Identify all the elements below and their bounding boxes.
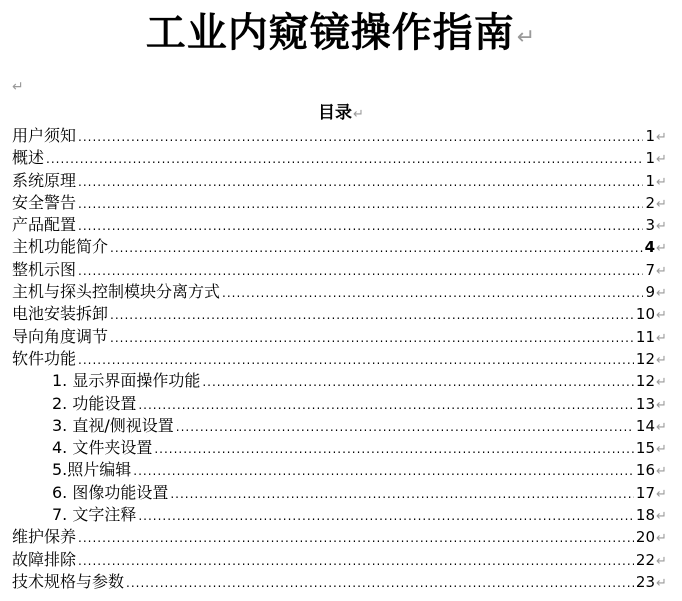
toc-entry-page: 4: [644, 238, 655, 257]
document-title: [0, 8, 682, 63]
toc-dot-leader: [78, 213, 643, 235]
paragraph-mark-icon: ↵: [656, 464, 667, 480]
paragraph-mark-icon: ↵: [656, 130, 667, 145]
toc-entry-label: 用户须知: [12, 126, 77, 145]
toc-entry-page: 20: [635, 528, 655, 547]
toc-entry-label: 安全警告: [12, 192, 77, 212]
toc-dot-leader: [78, 347, 634, 369]
toc-entry-label: 维护保养: [12, 527, 77, 547]
toc-entry-label: 整机示图: [12, 259, 77, 279]
toc-entry-label: 概述: [12, 148, 45, 168]
toc-dot-leader: [138, 392, 634, 414]
toc-entry-page: 3: [645, 216, 655, 235]
paragraph-mark-icon: ↵: [656, 352, 667, 368]
paragraph-mark-icon: ↵: [656, 509, 667, 525]
toc-entry-label: 故障排除: [12, 549, 77, 569]
toc-subentry[interactable]: [12, 481, 670, 503]
toc-entry[interactable]: [12, 302, 670, 324]
toc-dot-leader: [110, 302, 634, 324]
toc-dot-leader: [78, 548, 634, 570]
toc-entry-label: 电池安装拆卸: [12, 304, 109, 324]
toc-entry-label: 系统原理: [12, 170, 77, 190]
paragraph-mark-icon: ↵: [656, 196, 667, 212]
paragraph-mark-icon: ↵: [656, 442, 667, 458]
title-text: 工业内窥镜操作指南: [145, 10, 515, 56]
toc-dot-leader: [78, 525, 634, 547]
toc-subentry[interactable]: [12, 369, 670, 391]
toc-dot-leader: [46, 146, 643, 168]
toc-dot-leader: [202, 369, 634, 391]
paragraph-mark-icon: ↵: [656, 174, 667, 190]
toc-entry-label: 1. 显示界面操作功能: [52, 371, 201, 391]
toc-entry-label: 导向角度调节: [12, 326, 109, 346]
paragraph-mark-icon: ↵: [656, 375, 667, 391]
toc-entry-page: 12: [635, 372, 655, 391]
toc-entry-page: 10: [635, 305, 655, 324]
toc-entry-page: 15: [635, 439, 655, 458]
toc-entry-page: 7: [645, 260, 655, 279]
toc-entry-page: 22: [635, 550, 655, 569]
toc-entry[interactable]: [12, 235, 670, 257]
toc-dot-leader: [110, 235, 643, 257]
paragraph-mark-icon: ↵: [353, 107, 364, 122]
paragraph-mark-icon: ↵: [656, 219, 667, 235]
toc-dot-leader: [78, 124, 643, 146]
toc-entry-label: 技术规格与参数: [12, 571, 125, 591]
paragraph-mark-icon: ↵: [656, 486, 667, 502]
toc-entry[interactable]: [12, 570, 670, 592]
toc-entry-label: 7. 文字注释: [52, 505, 137, 525]
toc-subentry[interactable]: [12, 392, 670, 414]
toc-entry[interactable]: [12, 213, 670, 235]
paragraph-mark-icon: ↵: [656, 553, 667, 569]
toc-dot-leader: [138, 503, 634, 525]
toc-dot-leader: [170, 481, 634, 503]
toc-heading: [0, 102, 682, 126]
paragraph-mark-icon: ↵: [656, 263, 667, 279]
toc-entry[interactable]: [12, 325, 670, 347]
toc-dot-leader: [154, 436, 634, 458]
toc-entry-label: 主机与探头控制模块分离方式: [12, 282, 221, 302]
toc-entry-label: 6. 图像功能设置: [52, 482, 169, 502]
paragraph-mark-icon: ↵: [656, 419, 667, 435]
empty-paragraph-mark-icon: ↵: [12, 79, 24, 95]
paragraph-mark-icon: ↵: [656, 575, 667, 591]
toc-entry[interactable]: [12, 146, 670, 168]
paragraph-mark-icon: ↵: [516, 25, 537, 50]
toc-entry-page: 1: [645, 171, 655, 190]
paragraph-mark-icon: ↵: [656, 330, 667, 346]
toc-dot-leader: [133, 458, 634, 480]
toc-entry-page: 1: [645, 149, 655, 168]
toc-entry-label: 主机功能简介: [12, 237, 109, 257]
toc-subentry[interactable]: [12, 414, 670, 436]
toc-entry-page: 14: [635, 416, 655, 435]
toc-subentry[interactable]: [12, 436, 670, 458]
toc-subentry[interactable]: [12, 458, 670, 480]
toc-entry-page: 17: [635, 483, 655, 502]
toc-dot-leader: [78, 258, 643, 280]
toc-dot-leader: [126, 570, 634, 592]
paragraph-mark-icon: ↵: [656, 397, 667, 413]
toc-entry-label: 产品配置: [12, 215, 77, 235]
toc-dot-leader: [222, 280, 643, 302]
toc-entry-label: 软件功能: [12, 348, 77, 368]
toc-entry[interactable]: [12, 169, 670, 191]
toc-dot-leader: [78, 191, 643, 213]
toc-entry[interactable]: [12, 258, 670, 280]
toc-entry-page: 12: [635, 349, 655, 368]
toc-dot-leader: [176, 414, 634, 436]
toc-entry-label: 5.照片编辑: [52, 460, 132, 480]
paragraph-mark-icon: ↵: [656, 286, 667, 302]
toc-entry[interactable]: [12, 280, 670, 302]
toc-dot-leader: [78, 169, 643, 191]
toc-entry-page: 9: [645, 283, 655, 302]
paragraph-mark-icon: ↵: [656, 241, 667, 257]
toc-entry-page: 11: [635, 327, 655, 346]
toc-entry-page: 23: [635, 572, 655, 591]
toc-entry-label: 4. 文件夹设置: [52, 438, 153, 458]
toc-entry-page: 2: [645, 193, 655, 212]
toc-entry-page: 18: [635, 506, 655, 525]
toc-dot-leader: [110, 325, 634, 347]
paragraph-mark-icon: ↵: [656, 152, 667, 168]
toc-entry[interactable]: [12, 548, 670, 570]
toc-entry[interactable]: [12, 191, 670, 213]
toc-entry[interactable]: [12, 525, 670, 547]
toc-entry-label: 2. 功能设置: [52, 393, 137, 413]
table-of-contents: [12, 124, 670, 592]
toc-entry-label: 3. 直视/侧视设置: [52, 415, 174, 435]
toc-entry-page: 13: [635, 394, 655, 413]
toc-entry[interactable]: [12, 124, 670, 146]
toc-subentry[interactable]: [12, 503, 670, 525]
toc-entry[interactable]: [12, 347, 670, 369]
paragraph-mark-icon: ↵: [656, 308, 667, 324]
paragraph-mark-icon: ↵: [656, 531, 667, 547]
toc-heading-text: 目录: [318, 103, 353, 123]
toc-entry-page: 1: [645, 127, 655, 145]
toc-entry-page: 16: [635, 461, 655, 480]
